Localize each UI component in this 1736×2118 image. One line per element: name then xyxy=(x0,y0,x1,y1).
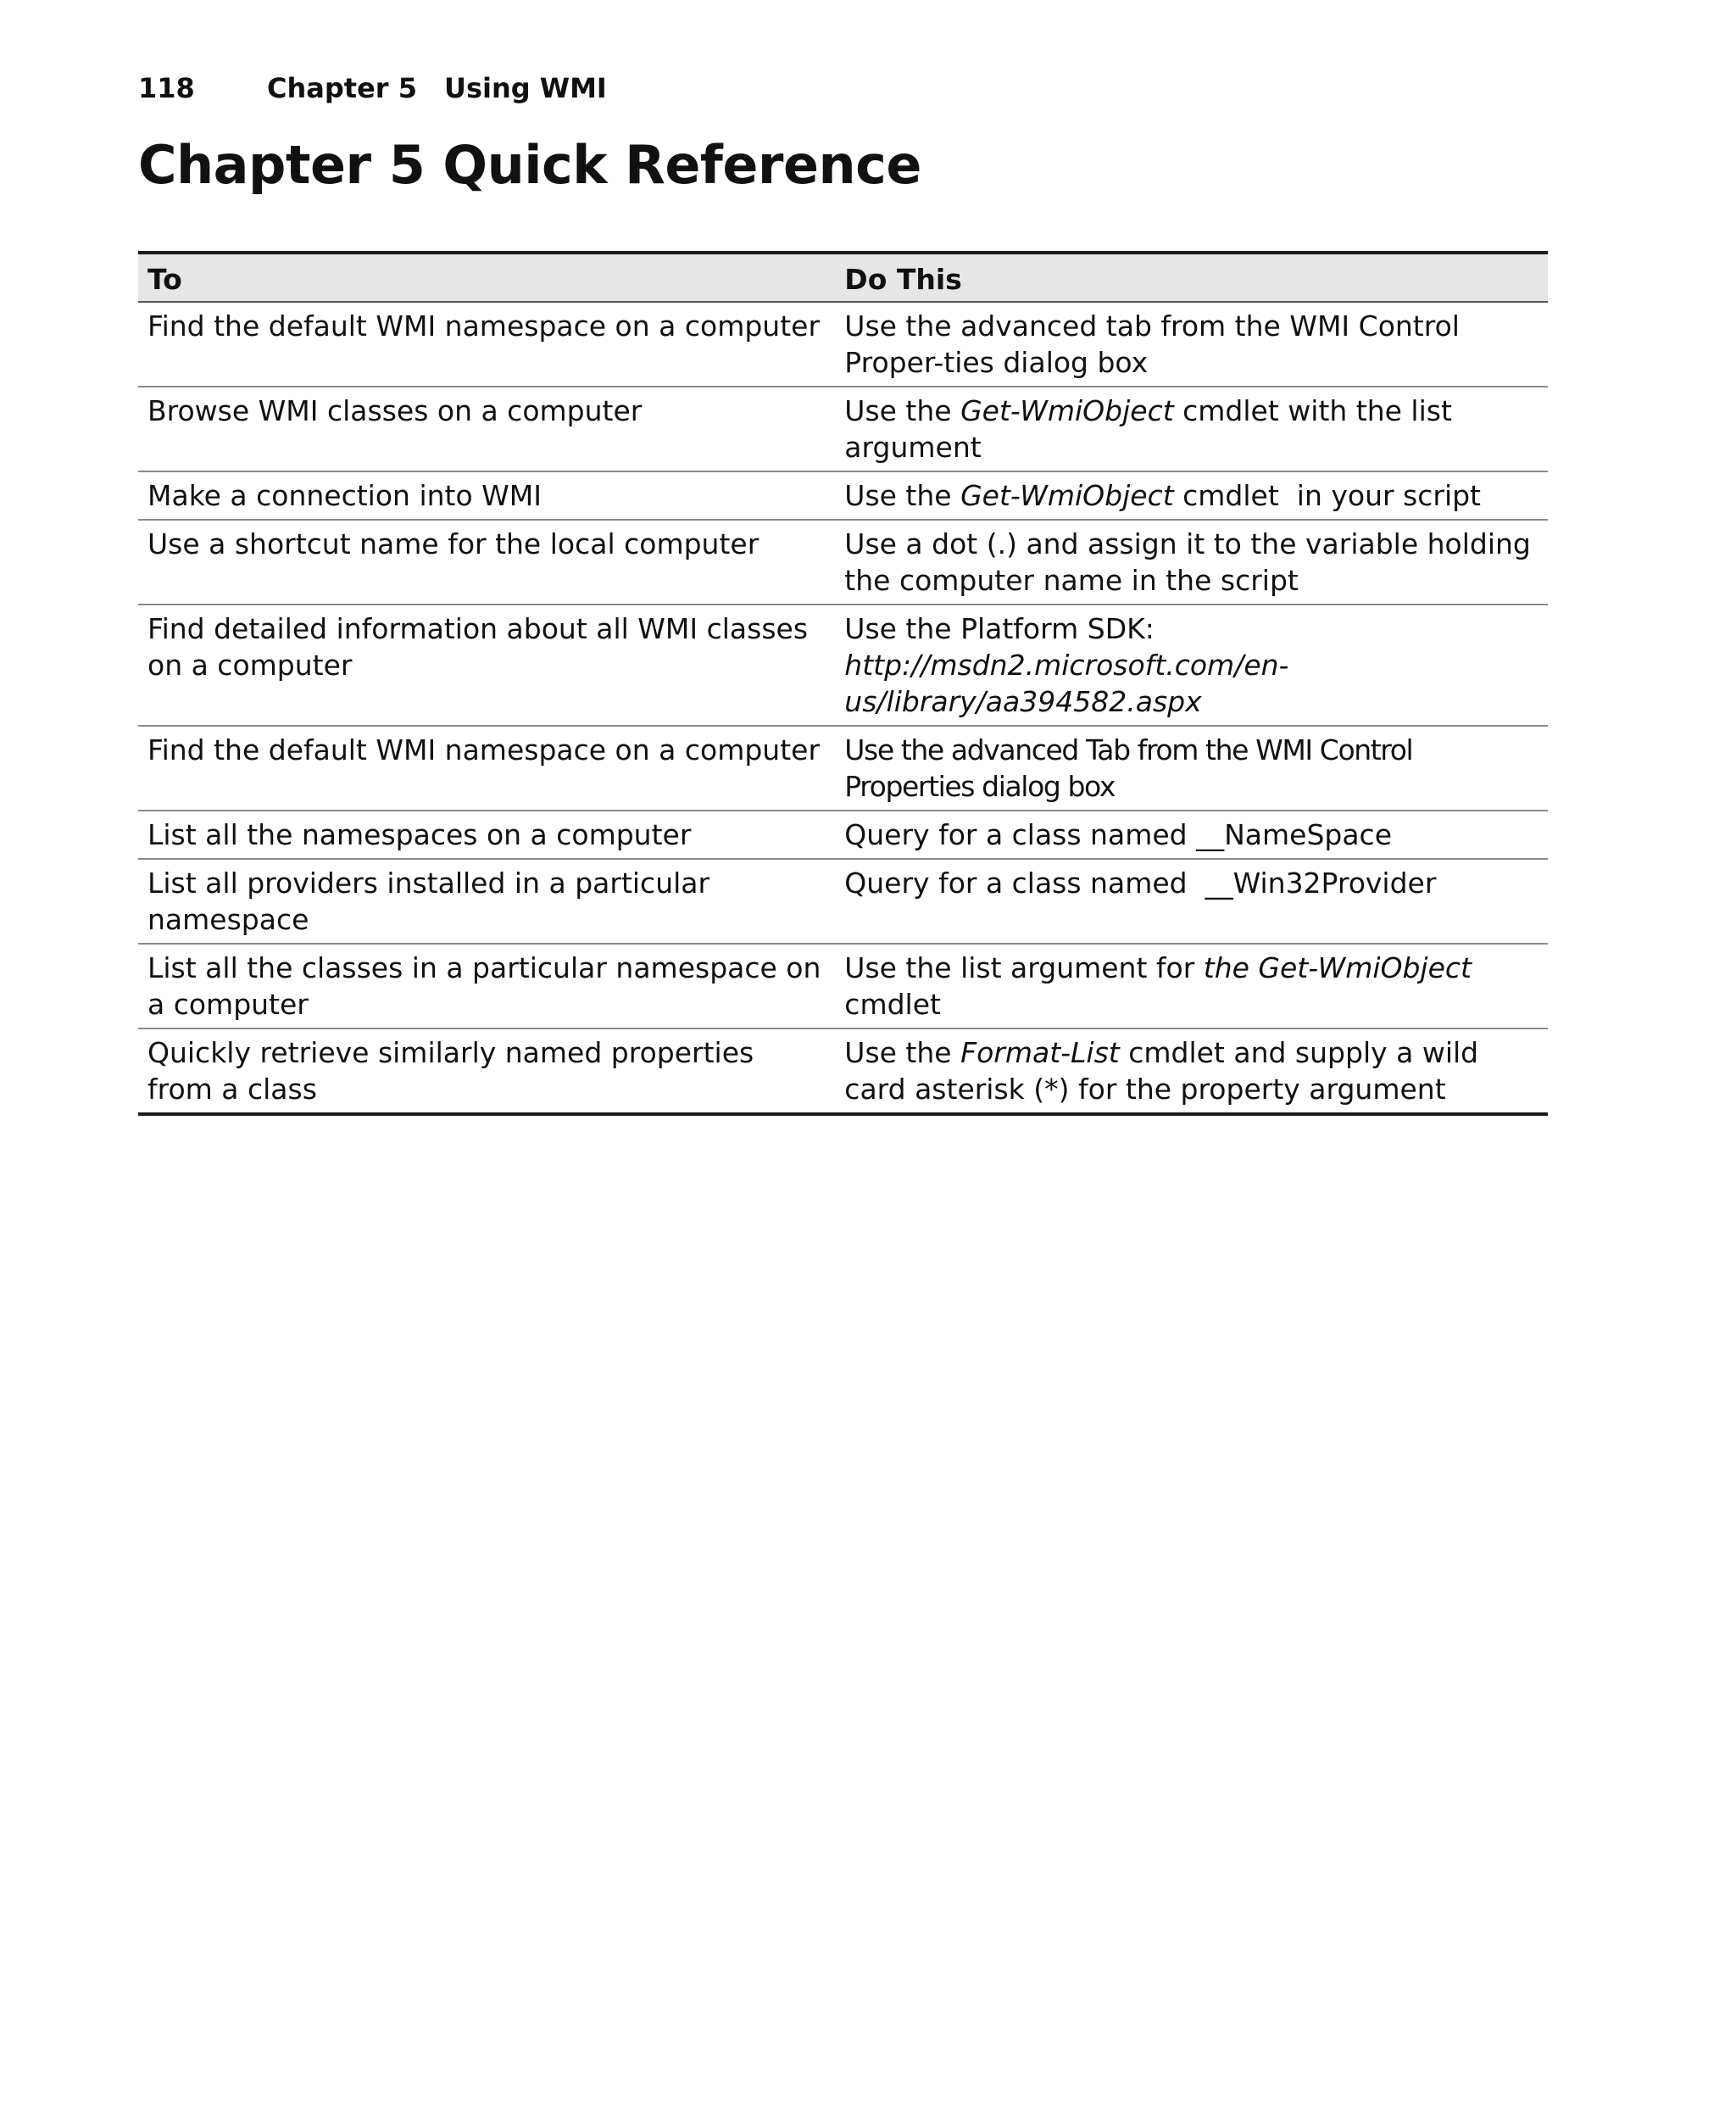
table-row xyxy=(138,859,1548,944)
table-row xyxy=(138,387,1548,471)
table-row xyxy=(138,811,1548,859)
running-header xyxy=(138,68,607,109)
table-row xyxy=(138,605,1548,726)
page-number: 118 xyxy=(138,72,195,104)
action-cell xyxy=(835,726,1548,811)
task-cell: Use a shortcut name for the local computer xyxy=(138,520,835,605)
table-row xyxy=(138,726,1548,811)
action-text: Use a dot (.) and assign it to the variable holding the computer name in the script xyxy=(844,527,1531,597)
column-header-to: To xyxy=(138,253,835,302)
action-text: Use the Platform SDK: xyxy=(844,612,1155,645)
action-text: cmdlet in your script xyxy=(1173,479,1481,512)
action-cell xyxy=(835,1028,1548,1114)
action-text: Query for a class named __Win32Provider xyxy=(844,867,1437,900)
action-cell xyxy=(835,471,1548,520)
task-cell: Make a connection into WMI xyxy=(138,471,835,520)
task-cell: Find detailed information about all WMI classes on a computer xyxy=(138,605,835,726)
action-text: cmdlet xyxy=(844,988,941,1021)
cmdlet-name: Get-WmiObject xyxy=(960,479,1174,512)
table-row xyxy=(138,302,1548,387)
task-cell: List all the namespaces on a computer xyxy=(138,811,835,859)
action-text: cmdlet and supply a wild card asterisk (*) for the property argument xyxy=(844,1036,1479,1106)
table-row xyxy=(138,471,1548,520)
action-text: Use the advanced Tab from the WMI Control Properties dialog box xyxy=(844,733,1413,803)
action-cell xyxy=(835,605,1548,726)
sdk-url: http://msdn2.microsoft.com/en-us/library/aa394582.aspx xyxy=(844,649,1289,718)
action-text: Use the xyxy=(844,479,961,512)
table-row xyxy=(138,520,1548,605)
cmdlet-name: Get-WmiObject xyxy=(960,394,1174,427)
table-row xyxy=(138,1028,1548,1114)
task-cell: List all providers installed in a particular namespace xyxy=(138,859,835,944)
action-cell xyxy=(835,387,1548,471)
cmdlet-name: Format-List xyxy=(960,1036,1120,1069)
action-cell xyxy=(835,302,1548,387)
table-row xyxy=(138,944,1548,1028)
action-text: Use the xyxy=(844,394,961,427)
chapter-label: Chapter 5 xyxy=(267,72,417,104)
section-label: Using WMI xyxy=(443,72,607,104)
task-cell: List all the classes in a particular namespace on a computer xyxy=(138,944,835,1028)
action-cell xyxy=(835,811,1548,859)
page-title: Chapter 5 Quick Reference xyxy=(138,134,921,196)
quick-reference-table xyxy=(138,251,1548,1116)
action-cell xyxy=(835,944,1548,1028)
action-text: Query for a class named __NameSpace xyxy=(844,818,1393,851)
action-cell xyxy=(835,859,1548,944)
task-cell: Find the default WMI namespace on a computer xyxy=(138,302,835,387)
action-text: cmdlet with the list argument xyxy=(844,394,1452,464)
task-cell: Find the default WMI namespace on a computer xyxy=(138,726,835,811)
task-cell: Browse WMI classes on a computer xyxy=(138,387,835,471)
action-cell xyxy=(835,520,1548,605)
column-header-do-this: Do This xyxy=(835,253,1548,302)
task-cell: Quickly retrieve similarly named properties from a class xyxy=(147,1036,754,1106)
cmdlet-name: the Get-WmiObject xyxy=(1203,951,1472,984)
action-text: Use the advanced tab from the WMI Control Proper-ties dialog box xyxy=(844,309,1460,379)
table-header-row xyxy=(138,253,1548,302)
action-text: Use the xyxy=(844,1036,961,1069)
action-text: Use the list argument for xyxy=(844,951,1204,984)
